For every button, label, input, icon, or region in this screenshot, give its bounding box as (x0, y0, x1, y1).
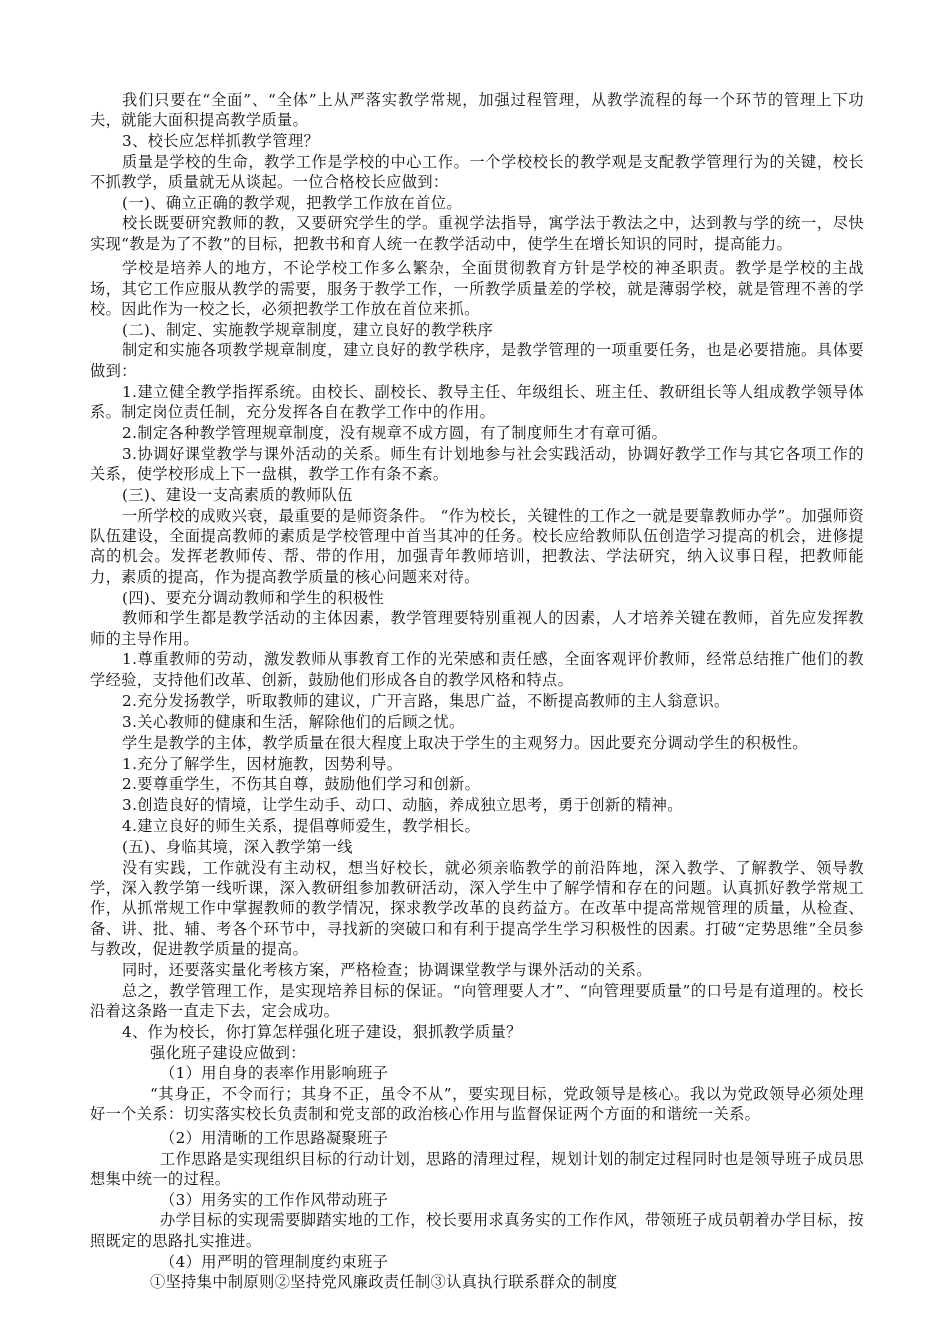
paragraph: 一所学校的成败兴衰，最重要的是师资条件。 “作为校长，关键性的工作之一就是要靠教师办学”。加强师资队伍建设，全面提高教师的素质是学校管理中首当其冲的任务。校长应给教师队伍创造学习提高的机会，进修提高的机会。发挥老教师传、帮、带的作用，加强青年教师培训，把教法、学法研究，纳入议事日程，把教师能力，素质的提高，作为提高教学质量的核心问题来对待。 (90, 506, 864, 586)
list-item: 2.充分发扬教学，听取教师的建议，广开言路，集思广益，不断提高教师的主人翁意识。 (122, 691, 730, 710)
list-item: 4.建立良好的师生关系，提倡尊师爱生，教学相长。 (122, 817, 481, 836)
subsection-heading: (三)、建设一支高素质的教师队伍 (122, 486, 353, 505)
paragraph: 同时，还要落实量化考核方案，严格检查；协调课堂教学与课外活动的关系。 (122, 961, 652, 980)
paragraph: 质量是学校的生命，教学工作是学校的中心工作。一个学校校长的教学观是支配教学管理行为的关键，校长不抓教学，质量就无从谈起。一位合格校长应做到： (90, 152, 864, 192)
paragraph: 学生是教学的主体，教学质量在很大程度上取决于学生的主观努力。因此要充分调动学生的积极性。 (122, 733, 808, 752)
list-item: 1.建立健全教学指挥系统。由校长、副校长、教导主任、年级组长、班主任、教研组长等人组成教学领导体系。制定岗位责任制，充分发挥各自在教学工作中的作用。 (90, 382, 864, 422)
paragraph: 校长既要研究教师的教，又要研究学生的学。重视学法指导，寓学法于教法之中，达到教与学的统一，尽快实现“教是为了不教”的目标，把教书和育人统一在教学活动中，使学生在增长知识的同时，提高能力。 (90, 214, 864, 253)
paragraph: 强化班子建设应做到： (150, 1043, 306, 1062)
paragraph: 没有实践，工作就没有主动权，想当好校长，就必须亲临教学的前沿阵地，深入教学、了解教学、领导教学，深入教学第一线听课，深入教研组参加教研活动，深入学生中了解学情和存在的问题。认真抓好教学常规工作，从抓常规工作中掌握教师的教学情况，探求教学改革的良药益方。在改革中提高常规管理的质量，从检查、备、讲、批、辅、考各个环节中，寻找新的突破口和有利于提高学生学习积极性的因素。打破“定势思维”全员参与教改，促进教学质量的提高。 (90, 858, 864, 959)
paragraph: 工作思路是实现组织目标的行动计划，思路的清理过程，规划计划的制定过程同时也是领导班子成员思想集中统一的过程。 (90, 1149, 864, 1189)
paragraph: 我们只要在“全面”、“全体”上从严落实教学常规，加强过程管理，从教学流程的每一个环节的管理上下功夫，就能大面积提高教学质量。 (90, 91, 864, 130)
paragraph: 总之，教学管理工作，是实现培养目标的保证。“向管理要人才”、“向管理要质量”的口号是有道理的。校长沿着这条路一直走下去，定会成功。 (90, 981, 864, 1021)
list-item: 1.充分了解学生，因材施教，因势利导。 (122, 754, 403, 773)
section-heading: 4、作为校长，你打算怎样强化班子建设，狠抓教学质量？ (122, 1023, 522, 1042)
paragraph: “其身正，不令而行；其身不正，虽令不从”，要实现目标，党政领导是核心。我以为党政领导必须处理好一个关系：切实落实校长负责制和党支部的政治核心作用与监督保证两个方面的和谐统一关系。 (90, 1084, 864, 1123)
list-item: 3.创造良好的情境，让学生动手、动口、动脑，养成独立思考，勇于创新的精神。 (122, 796, 683, 815)
paragraph: 学校是培养人的地方，不论学校工作多么繁杂，全面贯彻教育方针是学校的神圣职责。教学是学校的主战场，其它工作应服从教学的需要，服务于教学工作，一所教学质量差的学校，就是薄弱学校，就是管理不善的学校。因此作为一校之长，必须把教学工作放在首位来抓。 (90, 259, 864, 319)
subsection-heading: （4）用严明的管理制度约束班子 (160, 1252, 389, 1271)
list-item: 3.关心教师的健康和生活，解除他们的后顾之忧。 (122, 712, 465, 731)
subsection-heading: (二)、制定、实施教学规章制度，建立良好的教学秩序 (122, 320, 494, 339)
subsection-heading: (四)、要充分调动教师和学生的积极性 (122, 588, 385, 607)
paragraph: 办学目标的实现需要脚踏实地的工作，校长要用求真务实的工作作风，带领班子成员朝着办学目标，按照既定的思路扎实推进。 (90, 1211, 864, 1250)
list-item: 2.制定各种教学管理规章制度，没有规章不成方圆，有了制度师生才有章可循。 (122, 424, 668, 442)
section-heading: 3、校长应怎样抓教学管理？ (122, 132, 320, 151)
subsection-heading: （3）用务实的工作作风带动班子 (160, 1191, 389, 1210)
paragraph: 制定和实施各项教学规章制度，建立良好的教学秩序，是教学管理的一项重要任务，也是必要措施。具体要做到： (90, 341, 864, 380)
paragraph: 教师和学生都是教学活动的主体因素，教学管理要特别重视人的因素，人才培养关键在教师，首先应发挥教师的主导作用。 (90, 609, 864, 648)
subsection-heading: （2）用清晰的工作思路凝聚班子 (160, 1129, 389, 1148)
list-item: 1.尊重教师的劳动，激发教师从事教育工作的光荣感和责任感，全面客观评价教师，经常总结推广他们的教学经验，支持他们改革、创新，鼓励他们形成各自的教学风格和特点。 (90, 650, 864, 689)
list-item: 2.要尊重学生，不伤其自尊，鼓励他们学习和创新。 (122, 775, 481, 794)
subsection-heading: (五)、身临其境，深入教学第一线 (122, 838, 353, 857)
subsection-heading: (一)、确立正确的教学观，把教学工作放在首位。 (122, 194, 462, 213)
list-item: 3.协调好课堂教学与课外活动的关系。师生有计划地参与社会实践活动，协调好教学工作与其它各项工作的关系，使学校形成上下一盘棋，教学工作有条不紊。 (90, 444, 864, 484)
subsection-heading: （1）用自身的表率作用影响班子 (160, 1064, 389, 1083)
paragraph: ①坚持集中制原则②坚持党风廉政责任制③认真执行联系群众的制度 (150, 1273, 618, 1292)
